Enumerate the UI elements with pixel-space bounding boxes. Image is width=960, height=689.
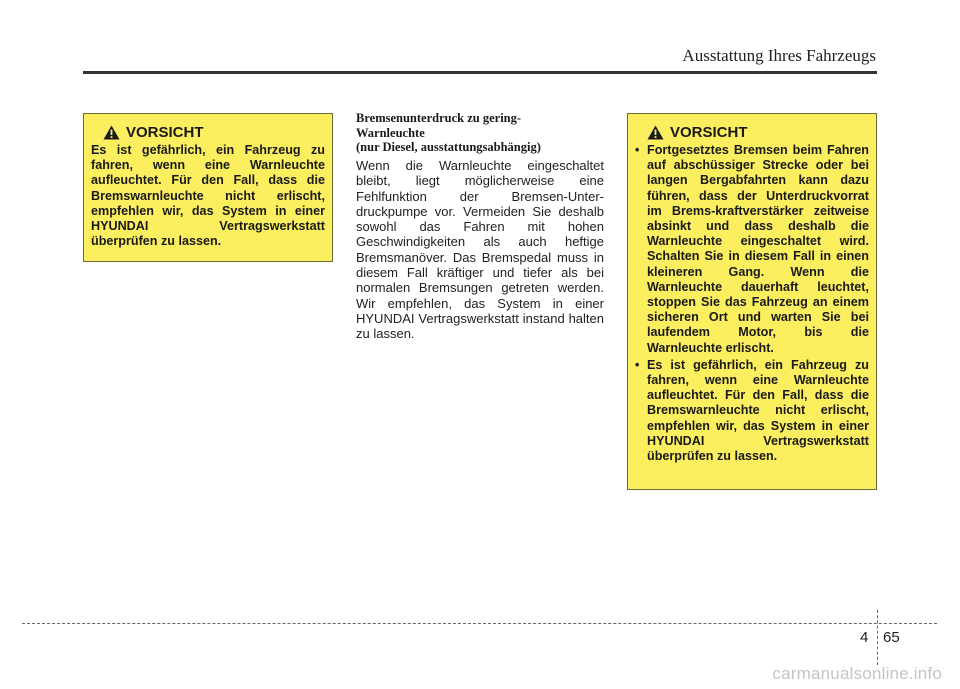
list-item-text: Fortgesetztes Bremsen beim Fahren auf abschüssiger Strecke oder bei langen Bergabfahrten kann dazu führen, dass der Unterdruckvorrat im Brems-kraftverstärker zeitweise absinkt und dass deshalb die Warnleuchte eingeschaltet wird. Schalten Sie in diesem Fall in einen kleineren Gang. Wenn die Warnleuchte dauerhaft leuchtet, stoppen Sie das Fahrzeug an einem sicheren Ort und warten Sie bei laufendem Motor, bis die Warnleuchte erlischt. <box>647 143 869 355</box>
warning-light-heading <box>356 111 606 155</box>
caution-title-text: VORSICHT <box>126 124 204 141</box>
warning-triangle-icon <box>647 125 664 140</box>
footer-rule <box>22 623 937 624</box>
list-item-text: Es ist gefährlich, ein Fahrzeug zu fahren, wenn eine Warnleuchte aufleuchtet. Für den Fall, dass die Bremswarnleuchte nicht erlischt, empfehlen wir, das System in einer HYUNDAI Vertragswerkstatt überprüfen zu lassen. <box>647 357 869 464</box>
caution-text: Es ist gefährlich, ein Fahrzeug zu fahren, wenn eine Warnleuchte aufleuchtet. Für den Fall, dass die Bremswarnleuchte nicht erlischt, empfehlen wir, das System in einer HYUNDAI Vertragswerkstatt überprüfen zu lassen. <box>91 143 325 249</box>
bullet-symbol: • <box>635 143 640 157</box>
caution-box-right <box>627 113 877 490</box>
watermark: carmanualsonline.info <box>772 664 942 683</box>
heading-line: Bremsenunterdruck zu gering- <box>356 111 522 125</box>
caution-box-left <box>83 113 333 262</box>
bullet-symbol: • <box>635 357 640 372</box>
page-number: 65 <box>883 629 900 646</box>
footer-divider <box>877 610 878 665</box>
heading-line: (nur Diesel, ausstattungsabhängig) <box>356 140 541 154</box>
warning-triangle-icon <box>103 125 120 140</box>
header-rule <box>83 71 877 74</box>
caution-bullet-list <box>635 143 869 464</box>
caution-heading <box>647 124 869 141</box>
section-title: Ausstattung Ihres Fahrzeugs <box>682 46 876 65</box>
body-paragraph: Wenn die Warnleuchte eingeschaltet bleibt, liegt möglicherweise eine Fehlfunktion der Bremsen-Unter-druckpumpe vor. Vermeiden Sie deshalb sowohl das Fahren mit hohen Geschwindigkeiten als auch heftige Bremsmanöver. Das Bremspedal muss in diesem Fall kräftiger und tiefer als bei normalen Bremsungen getreten werden. Wir empfehlen, das System in einer HYUNDAI Vertragswerkstatt instand halten zu lassen. <box>356 158 604 342</box>
heading-line: Warnleuchte <box>356 125 425 140</box>
list-item <box>635 358 869 464</box>
caution-heading <box>103 124 325 141</box>
list-item <box>635 143 869 356</box>
caution-title-text: VORSICHT <box>670 124 748 141</box>
chapter-number: 4 <box>860 629 869 646</box>
